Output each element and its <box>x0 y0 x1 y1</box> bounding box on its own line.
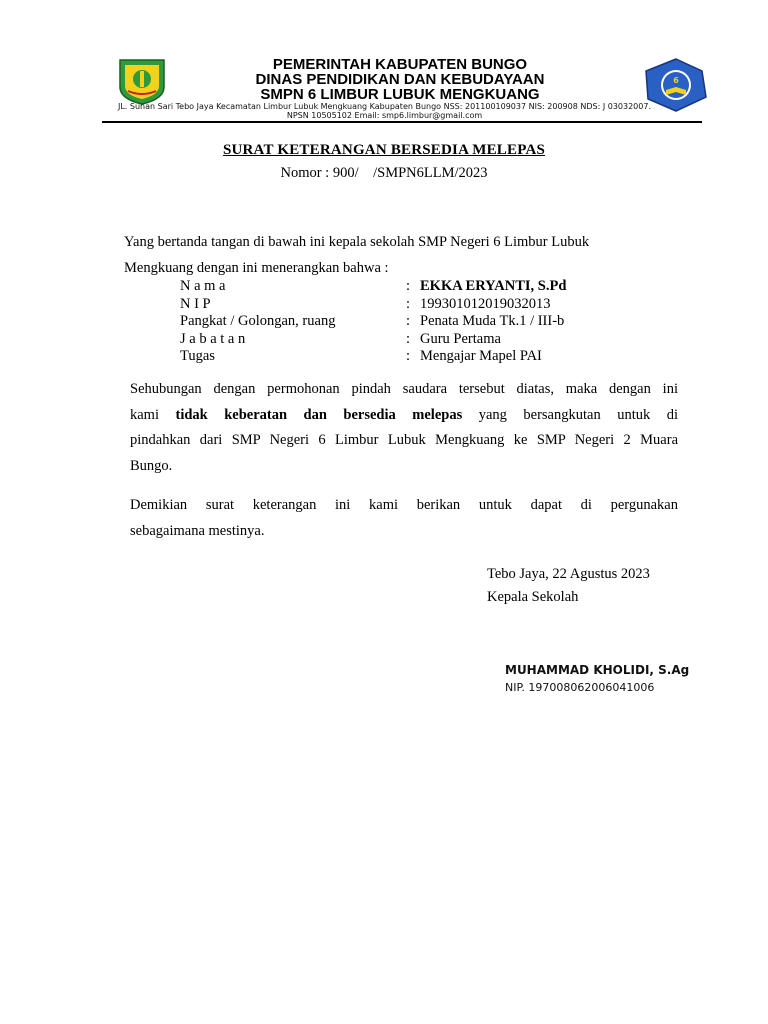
field-colon: : <box>406 278 411 294</box>
field-label: Tugas <box>180 348 215 364</box>
header-school: SMPN 6 LIMBUR LUBUK MENGKUANG <box>260 86 540 103</box>
signer-name: MUHAMMAD KHOLIDI, S.Ag <box>505 663 690 677</box>
statement-text: kami <box>130 406 176 423</box>
statement-paragraph <box>130 377 678 479</box>
closing-paragraph <box>130 493 678 544</box>
header-department: DINAS PENDIDIKAN DAN KEBUDAYAAN <box>255 71 545 88</box>
header-address: JL. Sunan Sari Tebo Jaya Kecamatan Limbur Lubuk Mengkuang Kabupaten Bungo NSS: 201100109037 NIS: 200908 NDS: J 03032007. NPSN 10505102 Email: smp6.limbur@gmail.com <box>117 102 651 120</box>
field-colon: : <box>406 295 411 312</box>
field-colon: : <box>406 330 411 347</box>
field-label: N a m a <box>180 278 226 294</box>
statement-line-1: Sehubungan dengan permohonan pindah saudara tersebut diatas, maka dengan ini <box>130 381 678 397</box>
statement-text: yang bersangkutan untuk di <box>462 406 678 423</box>
intro-paragraph: Yang bertanda tangan di bawah ini kepala sekolah SMP Negeri 6 Limbur Lubuk Mengkuang dengan ini menerangkan bahwa : <box>124 234 590 276</box>
closing-line-1: Demikian surat keterangan ini kami berikan untuk dapat di pergunakan <box>130 497 678 513</box>
header-divider <box>102 121 702 123</box>
closing-line-2: sebagaimana mestinya. <box>130 522 265 539</box>
field-value-rank: Penata Muda Tk.1 / III-b <box>420 313 565 329</box>
field-value-duty: Mengajar Mapel PAI <box>420 348 542 364</box>
kabupaten-logo <box>116 57 168 105</box>
field-value-nip: 199301012019032013 <box>420 295 551 312</box>
field-label: N I P <box>180 295 211 312</box>
field-colon: : <box>406 313 411 329</box>
field-colon: : <box>406 348 411 364</box>
logo-right-digit: 6 <box>673 76 679 85</box>
document-title: SURAT KETERANGAN BERSEDIA MELEPAS <box>222 142 546 158</box>
statement-line-2 <box>130 403 678 429</box>
signer-nip: NIP. 197008062006041006 <box>505 681 655 694</box>
statement-emphasis: tidak keberatan dan bersedia melepas <box>175 406 463 423</box>
header-government: PEMERINTAH KABUPATEN BUNGO <box>272 56 528 73</box>
place-date: Tebo Jaya, 22 Agustus 2023 <box>487 566 650 582</box>
signer-position: Kepala Sekolah <box>487 588 579 605</box>
statement-line-3: pindahkan dari SMP Negeri 6 Limbur Lubuk Mengkuang ke SMP Negeri 2 Muara <box>130 432 678 448</box>
field-value-position: Guru Pertama <box>420 330 501 347</box>
signature-block <box>487 563 650 608</box>
field-value-name: EKKA ERYANTI, S.Pd <box>420 278 567 294</box>
document-number: Nomor : 900/ /SMPN6LLM/2023 <box>280 165 488 181</box>
field-label: Pangkat / Golongan, ruang <box>180 313 336 329</box>
field-label: J a b a t a n <box>180 330 246 347</box>
statement-line-4: Bungo. <box>130 457 173 474</box>
